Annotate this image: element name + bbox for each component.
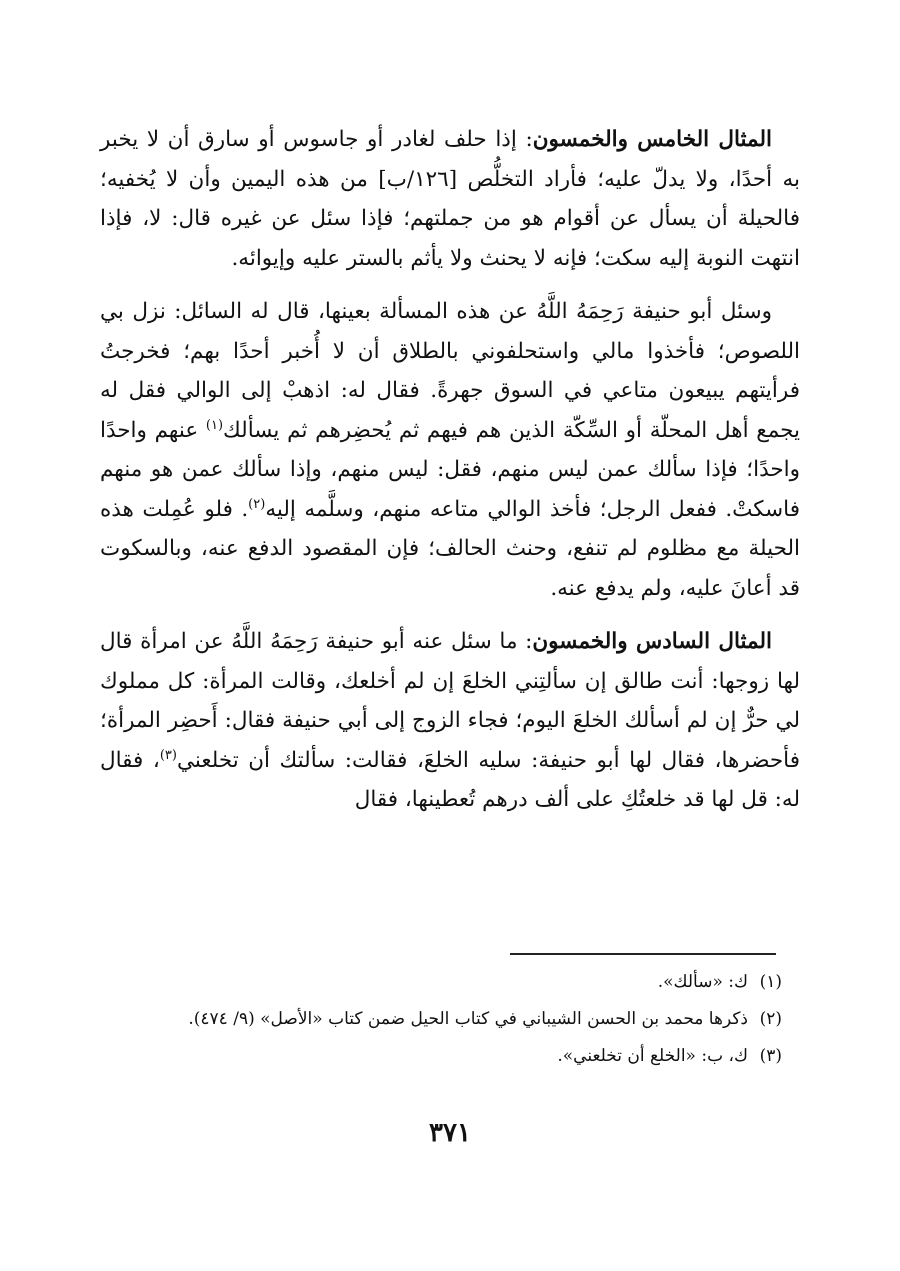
footnote-2 [110, 1003, 782, 1036]
footnote-3 [110, 1040, 782, 1073]
footnote-number: (٢) [759, 1009, 782, 1029]
footnote-text: ذكرها محمد بن الحسن الشيباني في كتاب الحيل ضمن كتاب «الأصل» (٩/ ٤٧٤). [188, 1009, 748, 1029]
footnote-reference-2[interactable]: (٢) [248, 496, 266, 512]
footnote-reference-1[interactable]: (١) [205, 417, 224, 433]
footnote-1 [110, 966, 782, 999]
footnote-text: ك، ب: «الخلع أن تخلعني». [557, 1046, 748, 1066]
paragraph-text: . فلو عُمِلت هذه الحيلة مع مظلوم لم تنفع، وحنث الحالف؛ فإن المقصود الدفع عنه، وبالسكوت قد أعانَ عليه، ولم يدفع عنه. [100, 496, 800, 601]
paragraph-example-55 [100, 120, 800, 278]
paragraph-text: ، فقال له: قل لها قد خلعتُكِ على ألف درهم تُعطينها، فقال [100, 747, 800, 812]
main-text [100, 120, 800, 834]
paragraph-text: وسئل أبو حنيفة رَحِمَهُ اللَّهُ عن هذه المسألة بعينها، قال له السائل: نزل بي اللصوص؛ فأخذوا مالي واستحلفوني بالطلاق أن لا أُخبر أحدًا بهم؛ فخرجتُ فرأيتهم يبيعون متاعي في السوق جهرةً. فقال له: اذهبْ إلى الوالي فقل له يجمع أهل المحلّة أو السِّكّة الذين هم فيهم ثم يُحضِرهم ثم يسألك [100, 299, 800, 443]
page-number: ٣٧١ [429, 1118, 471, 1148]
paragraph-text: : إذا حلف لغادر أو جاسوس أو سارق أن لا يخبر به أحدًا، ولا يدلّ عليه؛ فأراد التخلُّص [١٢٦/ب] من هذه اليمين وأن لا يُخفيه؛ فالحيلة أن يسأل عن أقوام هو من جملتهم؛ فإذا سئل عن غيره قال: لا، فإذا انتهت النوبة إليه سكت؛ فإنه لا يحنث ولا يأثم بالستر عليه وإيوائه. [100, 127, 800, 271]
paragraph-text: عنهم واحدًا واحدًا؛ فإذا سألك عمن ليس منهم، فقل: ليس منهم، وإذا سألك عمن هو منهم فاسكتْ. ففعل الرجل؛ فأخذ الوالي متاعه منهم، وسلَّمه إليه [100, 417, 800, 522]
paragraph-example-56 [100, 622, 800, 820]
paragraph-heading: المثال السادس والخمسون [532, 629, 772, 654]
paragraph-heading: المثال الخامس والخمسون [532, 127, 772, 152]
paragraph-text: : ما سئل عنه أبو حنيفة رَحِمَهُ اللَّهُ عن امرأة قال لها زوجها: أنت طالق إن سألتِني الخلعَ إن لم أخلعك، وقالت المرأة: كل مملوك لي حرٌّ إن لم أسألك الخلعَ اليوم؛ فجاء الزوج إلى أبي حنيفة فقال: أَحضِر المرأة؛ فأحضرها، فقال لها أبو حنيفة: سليه الخلعَ، فقالت: سألتك أن تخلعني [100, 629, 800, 773]
footnote-divider [510, 953, 776, 955]
footnote-reference-3[interactable]: (٣) [159, 747, 177, 763]
footnote-number: (١) [759, 972, 782, 992]
footnote-text: ك: «سألك». [657, 972, 748, 992]
footnote-number: (٣) [759, 1046, 782, 1066]
paragraph-abu-hanifa-answer [100, 292, 800, 608]
footnotes [110, 966, 782, 1077]
